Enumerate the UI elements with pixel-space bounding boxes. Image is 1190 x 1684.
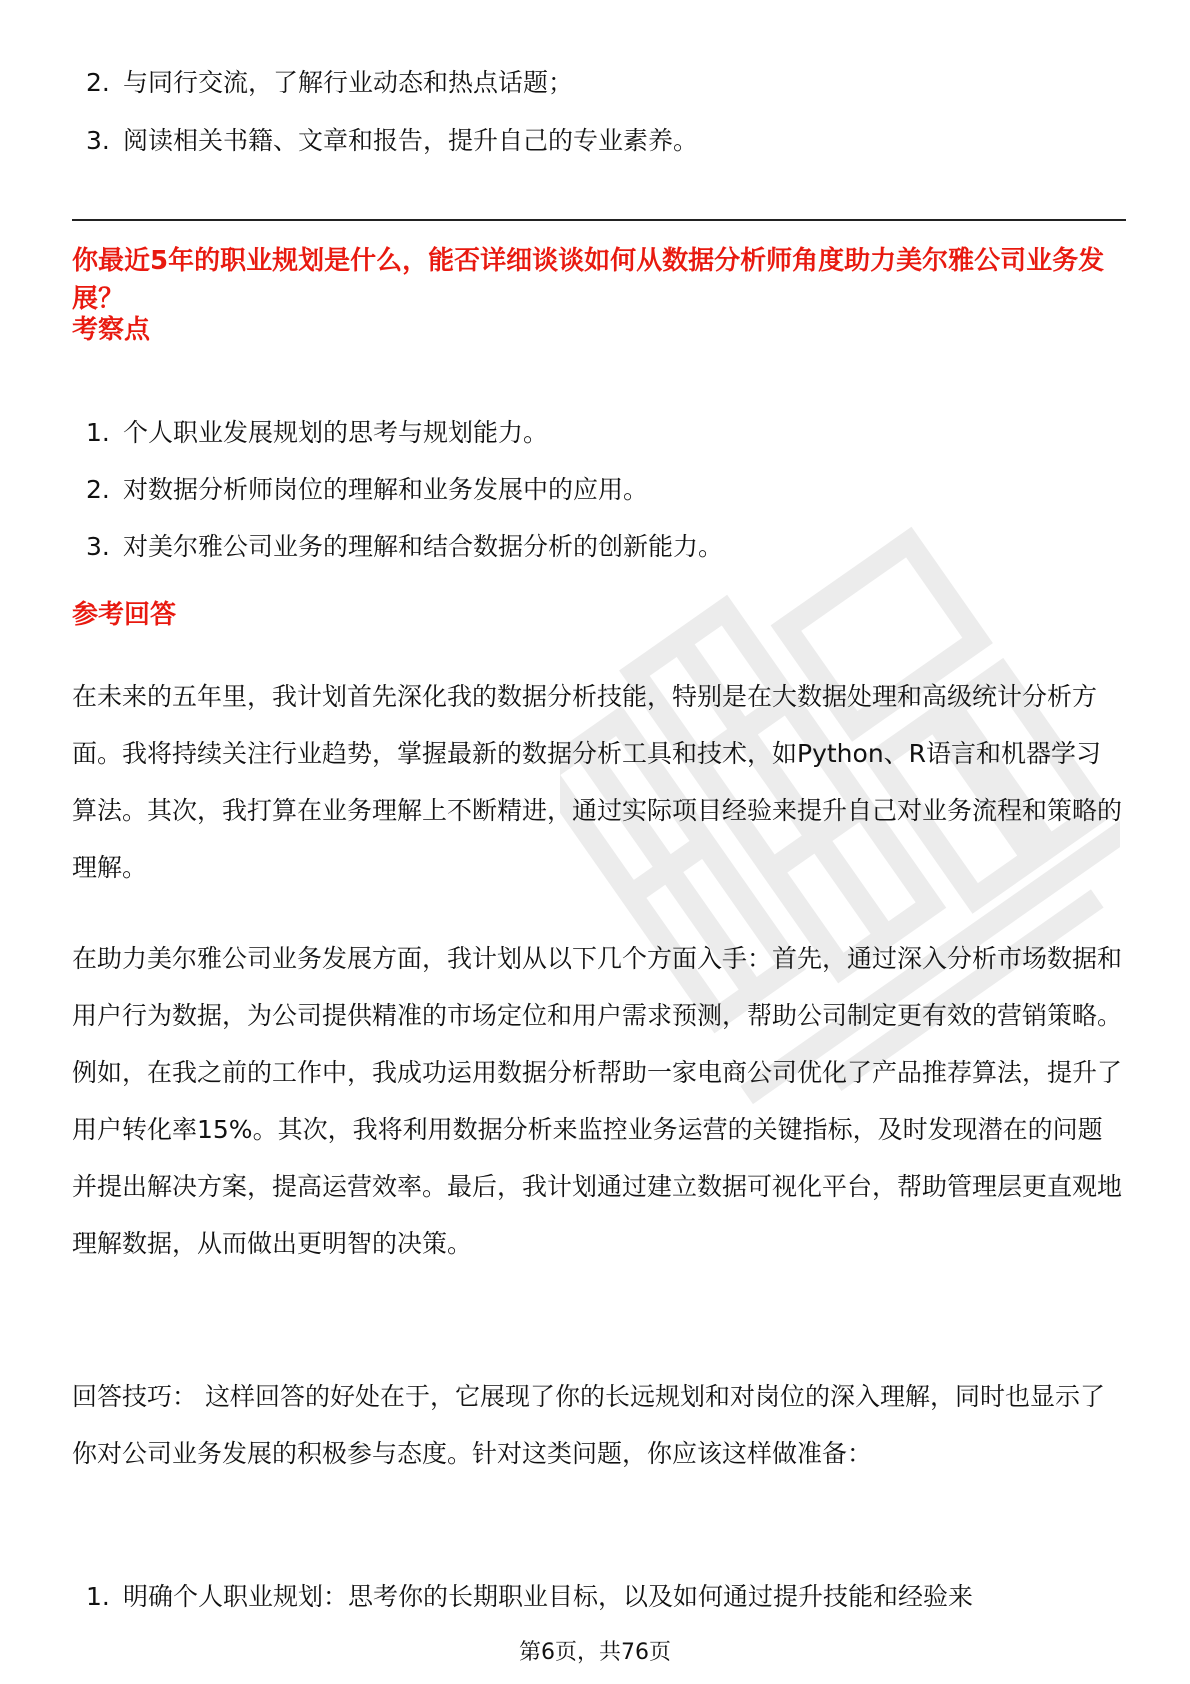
continued-list [72, 64, 1126, 180]
list-text: 明确个人职业规划：思考你的长期职业目标，以及如何通过提升技能和经验来 [123, 1582, 974, 1611]
list-item [72, 64, 1126, 101]
list-text: 阅读相关书籍、文章和报告，提升自己的专业素养。 [123, 126, 699, 155]
reference-answer-heading: 参考回答 [72, 600, 177, 630]
list-text: 对美尔雅公司业务的理解和结合数据分析的创新能力。 [123, 532, 724, 561]
exam-points-list [72, 414, 1126, 585]
answer-paragraph-2: 在助力美尔雅公司业务发展方面，我计划从以下几个方面入手：首先，通过深入分析市场数据和用户行为数据，为公司提供精准的市场定位和用户需求预测，帮助公司制定更有效的营销策略。例如，在我之前的工作中，我成功运用数据分析帮助一家电商公司优化了产品推荐算法，提升了用户转化率15%。其次，我将利用数据分析来监控业务运营的关键指标，及时发现潜在的问题并提出解决方案，提高运营效率。最后，我计划通过建立数据可视化平台，帮助管理层更直观地理解数据，从而做出更明智的决策。 [72, 944, 1123, 1258]
list-item [72, 122, 1126, 159]
page-footer: 第6页，共76页 [519, 1640, 671, 1665]
answer-paragraph-1: 在未来的五年里，我计划首先深化我的数据分析技能，特别是在大数据处理和高级统计分析方面。我将持续关注行业趋势，掌握最新的数据分析工具和技术，如Python、R语言和机器学习算法。其次，我打算在业务理解上不断精进，通过实际项目经验来提升自己对业务流程和策略的理解。 [72, 682, 1123, 882]
tips-list [72, 1578, 1126, 1615]
list-number: 2. [86, 475, 110, 504]
list-text: 对数据分析师岗位的理解和业务发展中的应用。 [123, 475, 649, 504]
list-number: 1. [86, 1582, 110, 1611]
list-text: 个人职业发展规划的思考与规划能力。 [123, 418, 549, 447]
exam-points-heading: 考察点 [72, 315, 151, 345]
list-number: 3. [86, 126, 110, 155]
list-item [72, 471, 1126, 508]
list-number: 1. [86, 418, 110, 447]
list-number: 2. [86, 68, 110, 97]
list-item [72, 414, 1126, 451]
list-text: 与同行交流，了解行业动态和热点话题； [123, 68, 574, 97]
question-title: 你最近5年的职业规划是什么，能否详细谈谈如何从数据分析师角度助力美尔雅公司业务发展？ [72, 246, 1105, 314]
list-item [72, 1578, 1126, 1615]
section-divider [72, 219, 1126, 221]
answer-tips-paragraph: 回答技巧： 这样回答的好处在于，它展现了你的长远规划和对岗位的深入理解，同时也显示了你对公司业务发展的积极参与态度。针对这类问题，你应该这样做准备： [72, 1382, 1105, 1468]
list-item [72, 528, 1126, 565]
list-number: 3. [86, 532, 110, 561]
